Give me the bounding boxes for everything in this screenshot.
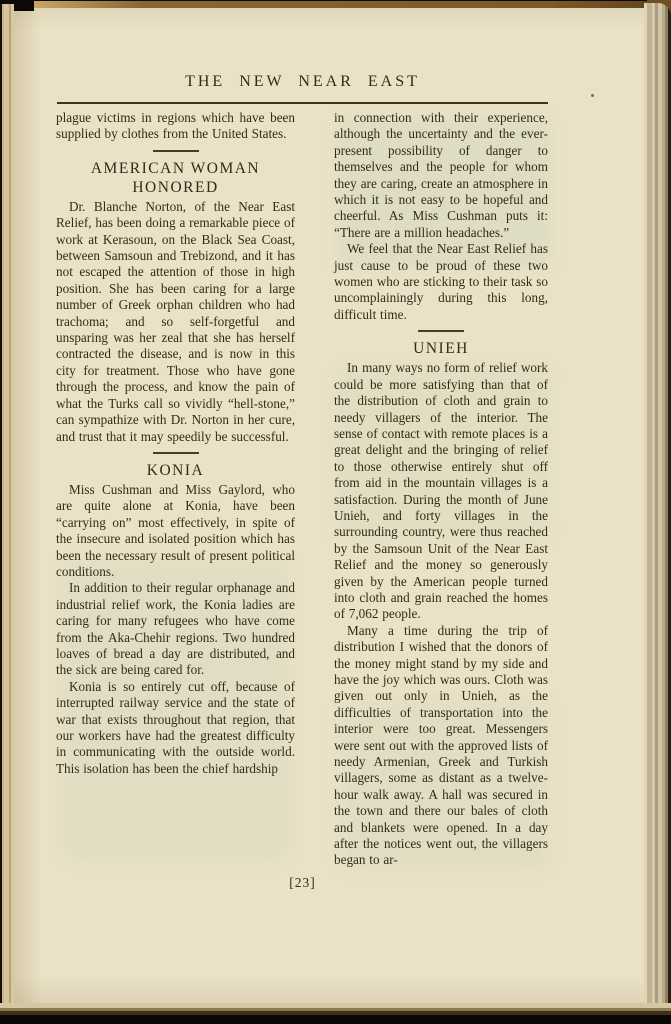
running-head-title: THE NEW NEAR EAST bbox=[185, 73, 420, 90]
paragraph-continuation: in connection with their experience, although the uncertainty and the ever-present possibility of danger to themselves and the people for whom they are caring, create an atmosphere in which it is not easy to be hopeful and cheerful. As Miss Cushman puts it: “There are a million headaches.” bbox=[334, 110, 548, 240]
page-number: [23] bbox=[289, 875, 316, 890]
section-divider bbox=[153, 150, 199, 152]
left-column bbox=[56, 110, 295, 777]
section-divider bbox=[418, 330, 464, 332]
right-column bbox=[334, 110, 548, 869]
paragraph: Miss Cushman and Miss Gaylord, who are quite alone at Konia, have been “carrying on” most effectively, in spite of the insecure and isolated position which has been the necessary result of present political conditions. bbox=[56, 481, 295, 579]
paragraph: Many a time during the trip of distribution I wished that the donors of the money might stand by my side and have the joy which was ours. Cloth was given out only in Unieh, as the difficulties of transportation into the interior were too great. Messengers were sent out with the approved lists of needy Armenian, Greek and Turkish villagers, some as distant as a twelve-hour walk away. A hall was secured in the town and there our bales of cloth and blankets were opened. In a day after the notices went out, the villagers began to ar- bbox=[334, 622, 548, 868]
paragraph: In addition to their regular orphanage and industrial relief work, the Konia ladies are caring for many refugees who have come from the Aka-Chehir regions. Two hundred loaves of bread a day are distributed, and the sick are being cared for. bbox=[56, 580, 295, 678]
paragraph: We feel that the Near East Relief has just cause to be proud of these two women who are sticking to their task so uncomplainingly during this long, difficult time. bbox=[334, 241, 548, 322]
section-heading-unieh: UNIEH bbox=[413, 340, 469, 358]
paragraph: Konia is so entirely cut off, because of interrupted railway service and the state of war that exists throughout that region, that our workers have had the greatest difficulty in communicating with the outside world. This isolation has been the chief hardship bbox=[56, 678, 295, 776]
paragraph: Dr. Blanche Norton, of the Near East Relief, has been doing a remarkable piece of work at Kerasoun, on the Black Sea Coast, between Samsoun and Trebizond, and it has not escaped the attention of those in high position. She has been caring for a large number of Greek orphan children who had trachoma; and so self-forgetful and unsparing was her zeal that she has herself contracted the disease, and is now in this city for treatment. Those who have gone through the process, and know the pain of what the Turks call so vividly “hell-stone,” can sympathize with Dr. Norton in her cure, and trust that it may speedily be successful. bbox=[56, 198, 295, 444]
section-divider bbox=[153, 452, 199, 454]
paragraph: In many ways no form of relief work could be more satisfying than that of the distribution of cloth and grain to needy villagers of the interior. The sense of contact with remote places is a great delight and the bringing of relief to those otherwise entirely shut off from aid in the mountain villages is a satisfaction. During the month of June Unieh, and forty villages in the surrounding country, were thus reached by the Samsoun Unit of the Near East Relief and the money so generously given by the American people turned into cloth and grain reached the homes of 7,062 people. bbox=[334, 360, 548, 622]
paragraph-continuation: plague victims in regions which have been supplied by clothes from the United States. bbox=[56, 110, 295, 142]
section-heading-konia: KONIA bbox=[146, 461, 205, 479]
header-rule bbox=[57, 102, 548, 104]
section-heading-american-woman-honored: AMERICAN WOMAN HONORED bbox=[90, 159, 261, 196]
